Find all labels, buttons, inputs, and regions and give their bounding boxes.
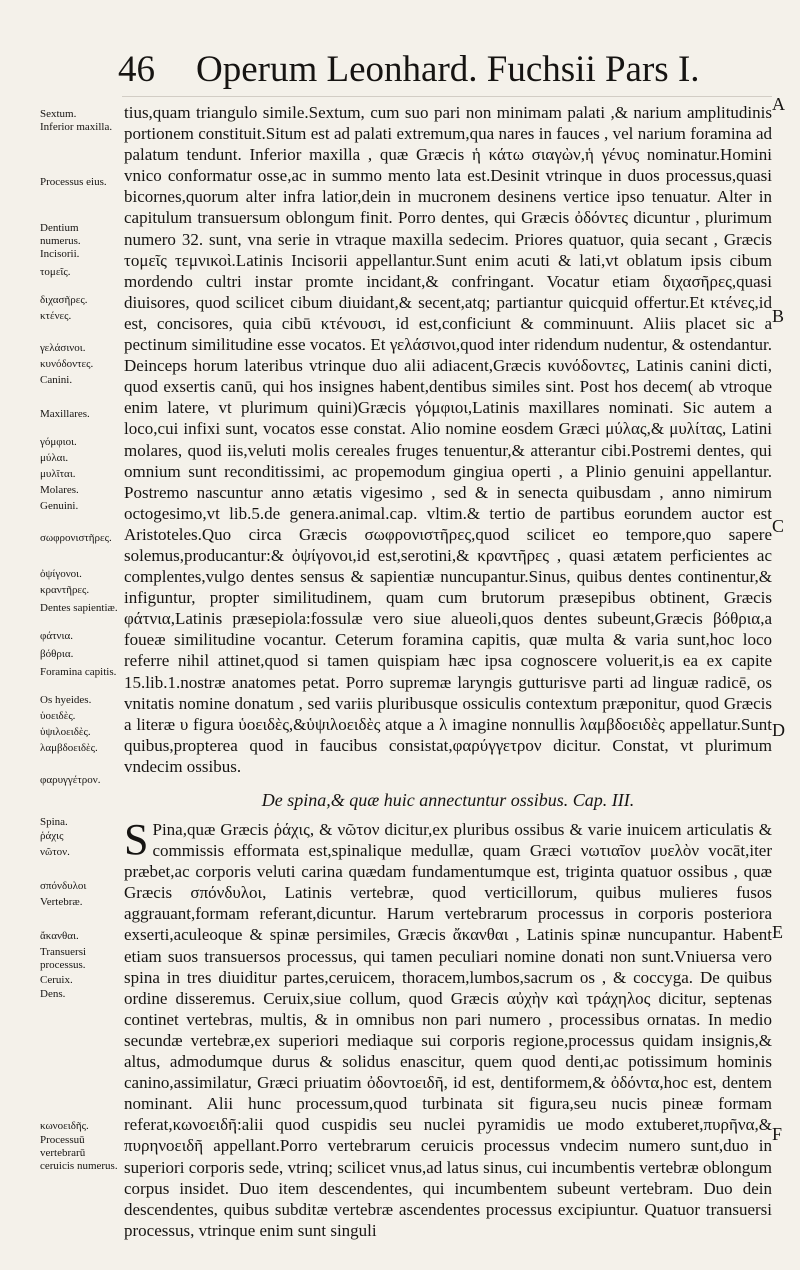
margin-note: διχασῆρες.	[40, 294, 88, 306]
margin-note: Foramina capitis.	[40, 666, 117, 678]
paragraph-spina-text: Pina,quæ Græcis ῥάχις, & νῶτον dicitur,ex pluribus ossibus & varie inuicem articulatis & commissis efformata est,spinalique medullæ, quam Græci νωτιαῖον μυελὸν vocāt,iter præbet,ac corporis veluti carina quædam fundamentumque est, triginta quatuor ossibus , quæ Græcis σπόνδυλοι, Latinis vertebræ, quod verticillorum, quibus mulieres fusos aggrauant,formam referant,dicuntur. Harum vertebrarum processus in corporis posteriora exserti,aculeoque & spinæ persimiles, Græcis ἄκανθαι , Latinis spinæ nuncupantur. Habent etiam suos transuersos processus, qui tamen peculiari nomine donati non sunt.Vniuersa vero spina in tres diuiditur partes,ceruicem, thoracem,lumbos,sacrum os , & coccyga. De quibus ordine disseremus. Ceruix,siue collum, quod Græcis αὐχὴν καὶ τράχηλος dicitur, septenas continet vertebras, multis, & in omnibus non pari numero , processibus ornatas. In medio secundæ vertebræ,ex superiori mediaque sui corporis regione,processus quidam insignis,& altus, admodumque durus & solidus enascitur, quem quod denti,ac potissimum hominis canino,assimilatur, Græci priuatim ὀδοντοειδῆ, id est, dentiformem,& ὀδόντα,hoc est, dentem nominant. Alii hunc processum,quod turbinata sit figura,seu nucis pineæ formam referat,κωνοειδῆ:alii quod cuspidis seu nuclei pyramidis ue modo extuberet,πυρῆνα,& πυρηνοειδῆ appellant.Porro vertebrarum ceruicis processus vndecim numero sunt,duo in superiori corporis sede, vtrinq; scilicet vnus,ad latus sinus, cui incumbentis vertebræ oblongum corpus insidet. Duo item descendentes, qui incumbentem subeunt vertebram. Duo dein descendentes, quibus subditæ vertebræ ascendentes processus excipiuntur. Quatuor transuersi processus, vtrinque enim sunt singuli	[124, 820, 772, 1240]
margin-note: Molares.	[40, 484, 79, 496]
margin-note: Processuū vertebrarū ceruicis numerus.	[40, 1134, 118, 1172]
margin-note: Dentium numerus.	[40, 222, 81, 247]
margin-note: κραντῆρες.	[40, 584, 90, 596]
margin-note: Processus eius.	[40, 176, 107, 188]
drop-cap: S	[124, 815, 149, 864]
chapter-heading: De spina,& quæ huic annectuntur ossibus. Cap. III.	[261, 790, 635, 810]
margin-note: ῥάχις	[40, 830, 64, 842]
paragraph-dentes: tius,quam triangulo simile.Sextum, cum suo pari non minimam palati ,& narium amplitudinis portionem constituit.Situm est ad palati extremum,qua nares in fauces , vel narium foramina ad palatum tendunt. Inferior maxilla , quæ Græcis ἡ κάτω σιαγὼν,ἡ γένυς nominatur.Homini vnico conformatur osse,ac in summo mento lata est.Desinit vtrinque in duos processus,quasi bicornes,quorum alter infra latior,dein in mucronem desinens vertice ipso tenuatur. Alter in capitulum transuersum oblongum finit. Porro dentes, qui Græcis ὀδόντες dicuntur , plurimum numero 32. sunt, vna serie in vtraque maxilla sedecim. Priores quatuor, quia secant , Græcis τομεῖς τεμνικοὶ.Latinis Incisorii appellantur.Sunt enim acuti & lati,vt oblatum ipsis cibum mordendo cultri instar promte incidant,& confringant. Vocatur etiam διχασῆρες,quasi diuisores, quod scilicet cibum diuidant,& secent,atq; partiantur quicquid offertur.Et κτένες,id est, concisores, quia cibū κτένουσι, id est,conficiunt & comminuunt. Aliis placet sic a pectinum similitudine esse vocatos. Et γελάσινοι,quod inter ridendum nudentur, & ostendantur. Deinceps horum lateribus vtrinque duo alii adiacent,Græcis κυνόδοντες, Latinis canini dicti, quod exsertis canū, qui hos insignes habent,dentibus similes sint. Post hos decem( ab vtroque enim latere, vt plurimum quini)Græcis γόμφιοι,Latinis maxillares nominati. Sic autem a loco,cui infixi sunt, vocatos esse constat. Alio nomine eosdem Græci μύλας,& μυλίτας, Latini molares, quod iis,veluti molis cereales fruges tenuentur,& atterantur cibi.Postremi dentes, qui omnium sunt reconditissimi, ac propemodum gingiua operti , a Plinio genuini appellantur. Postremo nascuntur anno ætatis vigesimo , sed & in senecta quibusdam , anno nimirum octogesimo,vt lib.5.de genera.animal.cap. vltim.& tertio de partibus eorundem auctor est Aristoteles.Quo circa Græcis σωφρονιστῆρες,quod scilicet eo tempore,quo sapere solemus,producantur:& ὀψίγονοι,id est,serotini,& κραντῆρες , quasi ætatem perficientes ac complentes,vulgo dentes sensus & sapientiæ nuncupantur.Sinus, quibus dentes continentur,& infiguntur, propter similitudinem, quam cum brutorum præsepibus obtinent, Græcis φάτνια,Latinis præsepiola:fossulæ vero siue alueoli,quos dentes subeunt,Græcis βόθρια,a foueæ similitudine vocantur. Ceterum foramina capitis, quæ multa & varia sunt,hoc loco referre nihil attinet,quod si tamen quispiam hæc ipsa cognoscere voluerit,is ea ex capite 15.lib.1.nostræ anatomes petat. Porro supremæ laryngis gutturisve parti ad linguæ radicē, os vnitatis nomine donatum , sed variis pluribusque ossiculis contextum præponitur, quod Græcis a literæ υ figura ὑοειδὲς,&ὑψιλοειδὲς atque a λ imagine nonnullis λαμβδοειδὲς appellatur.Sunt quibus,propterea quod in faucibus consistat,φαρύγγετρον dicitur. Constat, vt plurimum vndecim ossibus.	[124, 103, 772, 776]
page-number: 46	[118, 49, 155, 90]
margin-note: μύλαι.	[40, 452, 69, 464]
section-letter: A	[772, 94, 785, 114]
margin-note: Genuini.	[40, 500, 79, 512]
running-title: Operum Leonhard. Fuchsii Pars I.	[196, 49, 700, 90]
margin-note: βόθρια.	[40, 648, 74, 660]
margin-note: τομεῖς.	[40, 266, 71, 278]
margin-note: σωφρονιστῆρες.	[40, 532, 112, 544]
main-text	[124, 102, 772, 1241]
margin-note: φαρυγγέτρον.	[40, 774, 101, 786]
section-letters	[772, 0, 796, 1270]
margin-note: νῶτον.	[40, 846, 70, 858]
margin-note: φάτνια.	[40, 630, 73, 642]
margin-note: μυλῖται.	[40, 468, 76, 480]
margin-note: Dentes sapientiæ.	[40, 602, 118, 614]
margin-note: Transuersi processus.	[40, 946, 87, 971]
margin-note: Incisorii.	[40, 248, 80, 260]
margin-note: σπόνδυλοι	[40, 880, 87, 892]
margin-note: Canini.	[40, 374, 73, 386]
page-header	[118, 46, 758, 94]
section-letter: E	[772, 922, 783, 942]
margin-note: γελάσινοι.	[40, 342, 86, 354]
margin-note: Sextum.	[40, 108, 77, 120]
section-letter: C	[772, 516, 785, 536]
margin-note: Ceruix.	[40, 974, 73, 986]
margin-note: Spina.	[40, 816, 68, 828]
margin-note: ὑοειδὲς.	[40, 710, 76, 722]
section-letter: F	[772, 1124, 783, 1144]
margin-note: Maxillares.	[40, 408, 90, 420]
margin-note: γόμφιοι.	[40, 436, 77, 448]
margin-note: κυνόδοντες.	[40, 358, 94, 370]
margin-note: κτένες.	[40, 310, 72, 322]
margin-note: κωνοειδῆς.	[40, 1120, 89, 1132]
section-letter: B	[772, 306, 785, 326]
margin-note: λαμβδοειδὲς.	[40, 742, 98, 754]
margin-note: ἄκανθαι.	[40, 930, 79, 942]
paragraph-spina	[124, 815, 772, 1241]
margin-note: ὀψίγονοι.	[40, 568, 82, 580]
header-rule	[122, 96, 772, 97]
margin-note: Inferior maxilla.	[40, 121, 113, 133]
margin-note: ὑψιλοειδὲς.	[40, 726, 91, 738]
margin-note: Vertebræ.	[40, 896, 83, 908]
margin-note: Dens.	[40, 988, 66, 1000]
margin-note: Os hyeides.	[40, 694, 92, 706]
section-letter: D	[772, 720, 785, 740]
